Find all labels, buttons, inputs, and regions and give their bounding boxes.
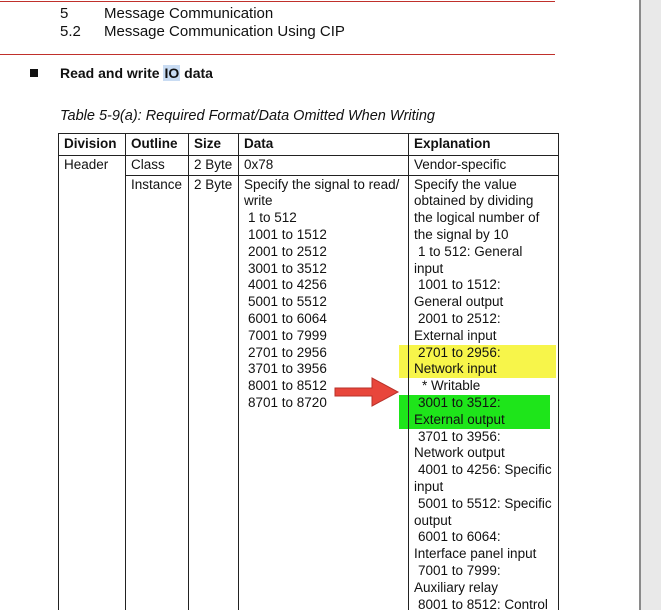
explanation-line: 3701 to 3956: — [418, 428, 501, 444]
section-header-title: Message Communication Using CIP — [104, 23, 345, 40]
explanation-line: * Writable — [422, 378, 481, 394]
section-title-part2: data — [180, 65, 213, 81]
format-table — [58, 133, 559, 610]
gutter-edge — [639, 0, 641, 610]
chapter-header — [0, 5, 600, 23]
cell-explanation-instance — [409, 175, 559, 610]
data-line: 1 to 512 — [248, 210, 297, 226]
data-line: 4001 to 4256 — [248, 277, 327, 293]
explanation-line: 2001 to 2512: — [418, 310, 501, 326]
cell-outline: Instance — [126, 175, 189, 610]
data-line: 7001 to 7999 — [248, 327, 327, 343]
red-arrow-icon — [332, 374, 402, 410]
explanation-line: 7001 to 7999: — [418, 562, 501, 578]
column-header-explanation: Explanation — [409, 134, 559, 156]
cell-size: 2 Byte — [189, 155, 239, 175]
cell-size: 2 Byte — [189, 175, 239, 610]
explanation-line: Network input — [414, 361, 497, 377]
column-header-data: Data — [239, 134, 409, 156]
data-line: 3001 to 3512 — [248, 260, 327, 276]
explanation-line: 1 to 512: General — [418, 243, 523, 259]
column-header-size: Size — [189, 134, 239, 156]
explanation-line: 6001 to 6064: — [418, 529, 501, 545]
data-line: 8001 to 8512 — [248, 378, 327, 394]
table-row — [59, 155, 559, 175]
table-row — [59, 175, 559, 610]
data-line: 2701 to 2956 — [248, 344, 327, 360]
data-line: 1001 to 1512 — [248, 226, 327, 242]
explanation-intro: Specify the value obtained by dividing the logical number of the signal by 10 — [414, 176, 540, 242]
table-caption: Table 5-9(a): Required Format/Data Omitted When Writing — [60, 108, 435, 124]
explanation-line: 3001 to 3512: — [418, 394, 501, 410]
explanation-line: General output — [414, 294, 504, 310]
section-title-highlight: IO — [164, 65, 180, 81]
data-line: 3701 to 3956 — [248, 361, 327, 377]
explanation-line: Auxiliary relay — [414, 579, 499, 595]
column-header-outline: Outline — [126, 134, 189, 156]
data-line: write — [244, 193, 273, 209]
section-header — [0, 23, 600, 41]
explanation-line: output — [414, 512, 452, 528]
data-line: 2001 to 2512 — [248, 243, 327, 259]
red-arrow-shape — [335, 378, 398, 406]
chapter-number: 5 — [60, 5, 69, 22]
explanation-line: 4001 to 4256: Specific — [418, 462, 552, 478]
cell-outline: Class — [126, 155, 189, 175]
header-bottom-rule — [0, 54, 555, 55]
explanation-line: External output — [414, 411, 505, 427]
network-input-highlight — [399, 345, 556, 379]
section-title-part1: Read and write — [60, 65, 164, 81]
cell-data: 0x78 — [239, 155, 409, 175]
explanation-line: 2701 to 2956: — [418, 344, 501, 360]
explanation-line: 8001 to 8512: Control — [418, 596, 548, 610]
bullet-square — [30, 69, 38, 77]
cell-explanation: Vendor-specific — [409, 155, 559, 175]
explanation-line: External input — [414, 327, 497, 343]
explanation-line: 5001 to 5512: Specific — [418, 495, 552, 511]
table-header-row — [59, 134, 559, 156]
data-line: 8701 to 8720 — [248, 394, 327, 410]
external-output-highlight — [399, 395, 550, 429]
explanation-line: Interface panel input — [414, 546, 537, 562]
window-right-gutter — [639, 0, 661, 610]
data-line: 6001 to 6064 — [248, 310, 327, 326]
cell-division: Header — [59, 155, 126, 175]
section-number: 5.2 — [60, 23, 81, 40]
explanation-line: 1001 to 1512: — [418, 277, 501, 293]
header-top-rule — [0, 1, 555, 2]
explanation-line: input — [414, 260, 444, 276]
data-line: Specify the signal to read/ — [244, 176, 400, 192]
chapter-title: Message Communication — [104, 5, 274, 22]
cell-division-empty — [59, 175, 126, 610]
column-header-division: Division — [59, 134, 126, 156]
explanation-line: input — [414, 478, 444, 494]
explanation-line: Network output — [414, 445, 505, 461]
data-line: 5001 to 5512 — [248, 294, 327, 310]
section-title — [60, 65, 213, 81]
